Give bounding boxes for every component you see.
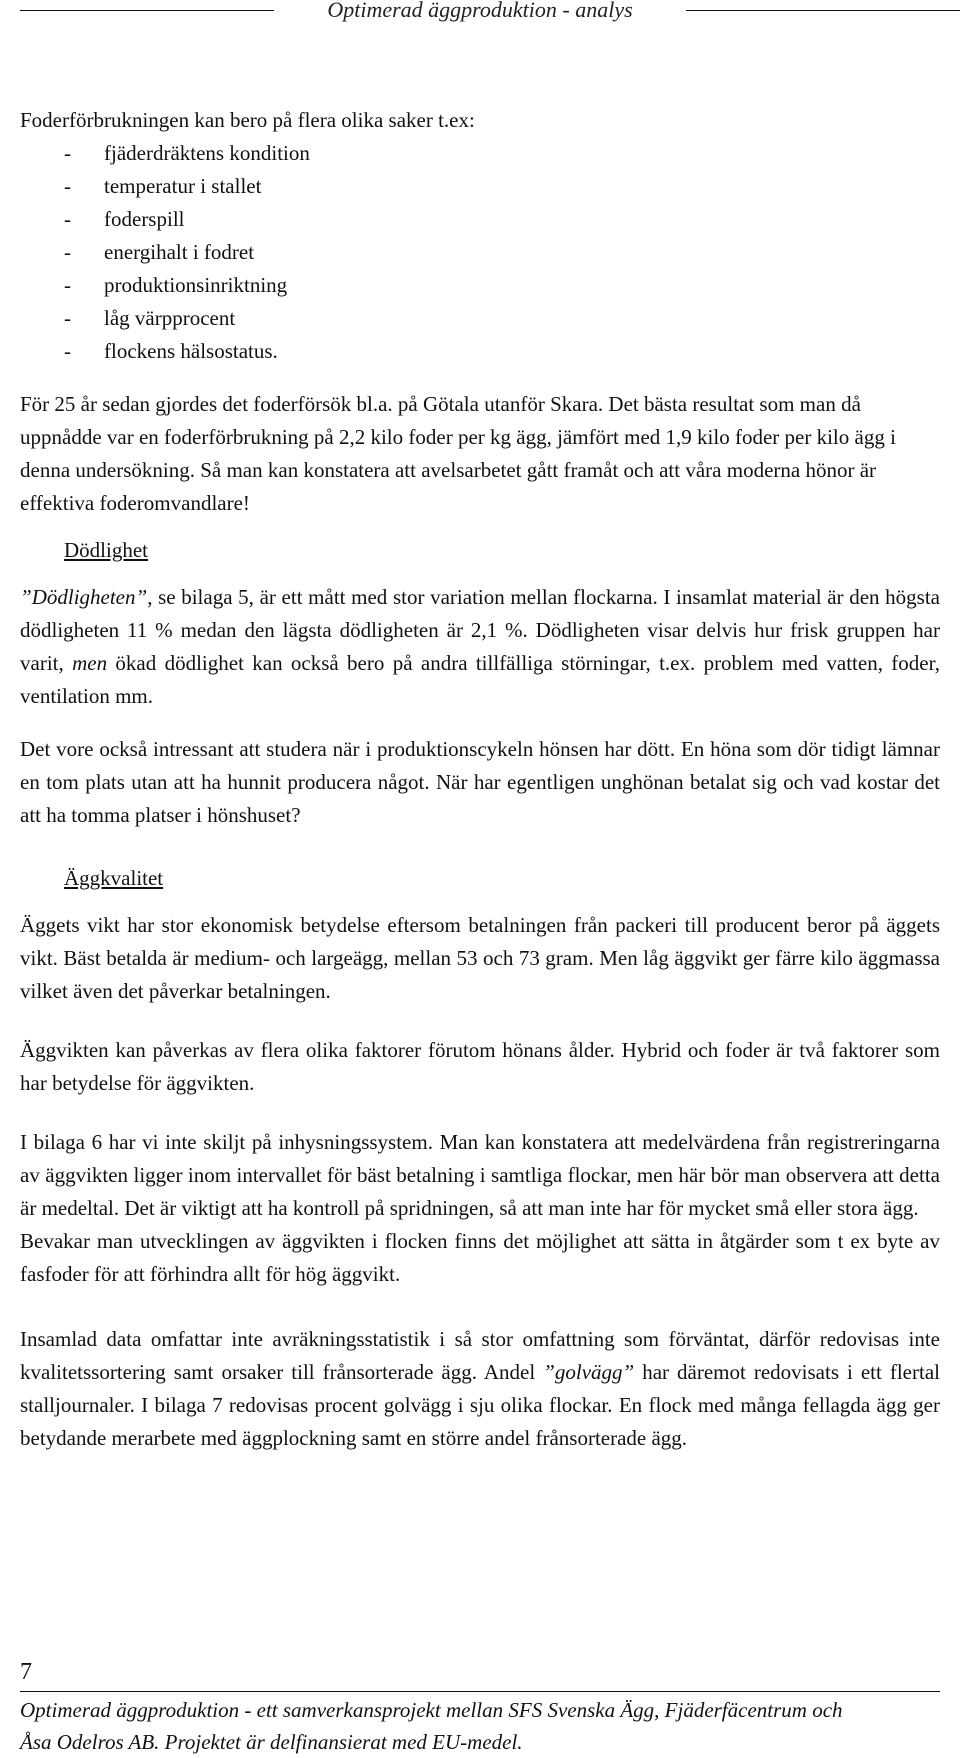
egg-quality-paragraph-5 [20, 1323, 940, 1455]
list-item-text: fjäderdräktens kondition [104, 141, 310, 165]
quote-mark: ” [543, 1360, 555, 1384]
quote-mark: ” [135, 585, 148, 609]
footer-line-1: Optimerad äggproduktion - ett samverkansprojekt mellan SFS Svenska Ägg, Fjäderfäcentrum och [20, 1698, 843, 1722]
factor-list [20, 137, 940, 368]
list-item [20, 335, 940, 368]
egg-quality-paragraph-2: Äggvikten kan påverkas av flera olika faktorer förutom hönans ålder. Hybrid och foder är två faktorer som har betydelse för äggvikten. [20, 1038, 940, 1095]
list-dash: - [64, 207, 71, 231]
list-item [20, 170, 940, 203]
mortality-text-end: ökad dödlighet kan också bero på andra tillfälliga störningar, t.ex. problem med vatten, foder, ventilation mm. [20, 651, 941, 708]
list-dash: - [64, 141, 71, 165]
mortality-heading: Dödlighet [64, 538, 148, 562]
list-item [20, 137, 940, 170]
list-dash: - [64, 240, 71, 264]
list-dash: - [64, 273, 71, 297]
footer-line-2: Åsa Odelros AB. Projektet är delfinansierat med EU-medel. [20, 1730, 523, 1754]
footer-text [20, 1694, 940, 1758]
mortality-term: Dödligheten [31, 585, 136, 609]
list-item-text: temperatur i stallet [104, 174, 262, 198]
mortality-text: , se bilaga 5, är ett mått med stor variation mellan flockarna. I insamlat material är den högsta dödligheten 11 % medan den lägsta dödligheten är 2,1 %. Dödligheten visar delvis hur frisk gruppen har varit, [20, 585, 940, 675]
paragraph-text: Insamlad data omfattar inte avräkningsstatistik i så stor omfattning som förväntat, därför redovisas inte kvalitetssortering samt orsaker till frånsorterade ägg. Andel [20, 1327, 940, 1384]
list-dash: - [64, 174, 71, 198]
list-item [20, 203, 940, 236]
list-dash: - [64, 306, 71, 330]
page-content [20, 104, 940, 1455]
list-item-text: energihalt i fodret [104, 240, 255, 264]
list-item [20, 302, 940, 335]
mortality-paragraph-2: Det vore också intressant att studera när i produktionscykeln hönsen har dött. En höna som dör tidigt lämnar en tom plats utan att ha hunnit producera något. När har egentligen unghönan betalat sig och vad kostar det att ha tomma platser i hönshuset? [20, 737, 940, 827]
header-rule-right [686, 10, 960, 11]
paragraph-text-end: har däremot redovisats i ett flertal stalljournaler. I bilaga 7 redovisas procent golvägg i sju olika flockar. En flock med många fellagda ägg ger betydande merarbete med äggplockning samt en större andel frånsorterade ägg. [20, 1360, 940, 1450]
egg-quality-paragraph-3: I bilaga 6 har vi inte skiljt på inhysningssystem. Man kan konstatera att medelvärdena från registreringarna av äggvikten ligger inom intervallet för bäst betalning i samtliga flockar, men här bör man observera att detta är medeltal. Det är viktigt att ha kontroll på spridningen, så att man inte har för mycket små eller stora ägg. [20, 1130, 940, 1220]
page-number: 7 [20, 1659, 32, 1685]
list-item [20, 236, 940, 269]
page-footer [20, 1657, 940, 1758]
egg-quality-paragraph-1: Äggets vikt har stor ekonomisk betydelse eftersom betalningen från packeri till producent beror på äggets vikt. Bäst betalda är medium- och largeägg, mellan 53 och 73 gram. Men låg äggvikt ger färre kilo äggmassa vilket även det påverkar betalningen. [20, 913, 940, 1003]
list-item-text: foderspill [104, 207, 185, 231]
floor-egg-term: golvägg [554, 1360, 623, 1384]
header-title: Optimerad äggproduktion - analys [327, 0, 633, 22]
egg-quality-paragraph-4: Bevakar man utvecklingen av äggvikten i flocken finns det möjlighet att sätta in åtgärder som t ex byte av fasfoder för att förhindra allt för hög äggvikt. [20, 1229, 940, 1286]
list-item-text: låg värpprocent [104, 306, 236, 330]
list-dash: - [64, 339, 71, 363]
quote-mark: ” [20, 585, 32, 609]
experiment-paragraph: För 25 år sedan gjordes det foderförsök bl.a. på Götala utanför Skara. Det bästa resultat som man då uppnådde var en foderförbrukning på 2,2 kilo foder per kg ägg, jämfört med 1,9 kilo foder per kilo ägg i denna undersökning. Så man kan konstatera att avelsarbetet gått framåt och att våra moderna hönor är effektiva foderomvandlare! [20, 392, 896, 515]
list-item-text: flockens hälsostatus. [104, 339, 278, 363]
mortality-paragraph-1 [20, 581, 940, 713]
header-rule-left [20, 10, 274, 11]
egg-quality-heading: Äggkvalitet [64, 866, 164, 890]
quote-mark: ” [622, 1360, 635, 1384]
list-item-text: produktionsinriktning [104, 273, 288, 297]
footer-rule [20, 1691, 940, 1692]
emphasis-word: men [72, 651, 108, 675]
list-item [20, 269, 940, 302]
intro-paragraph: Foderförbrukningen kan bero på flera olika saker t.ex: [20, 108, 475, 132]
page-header [0, 0, 960, 24]
